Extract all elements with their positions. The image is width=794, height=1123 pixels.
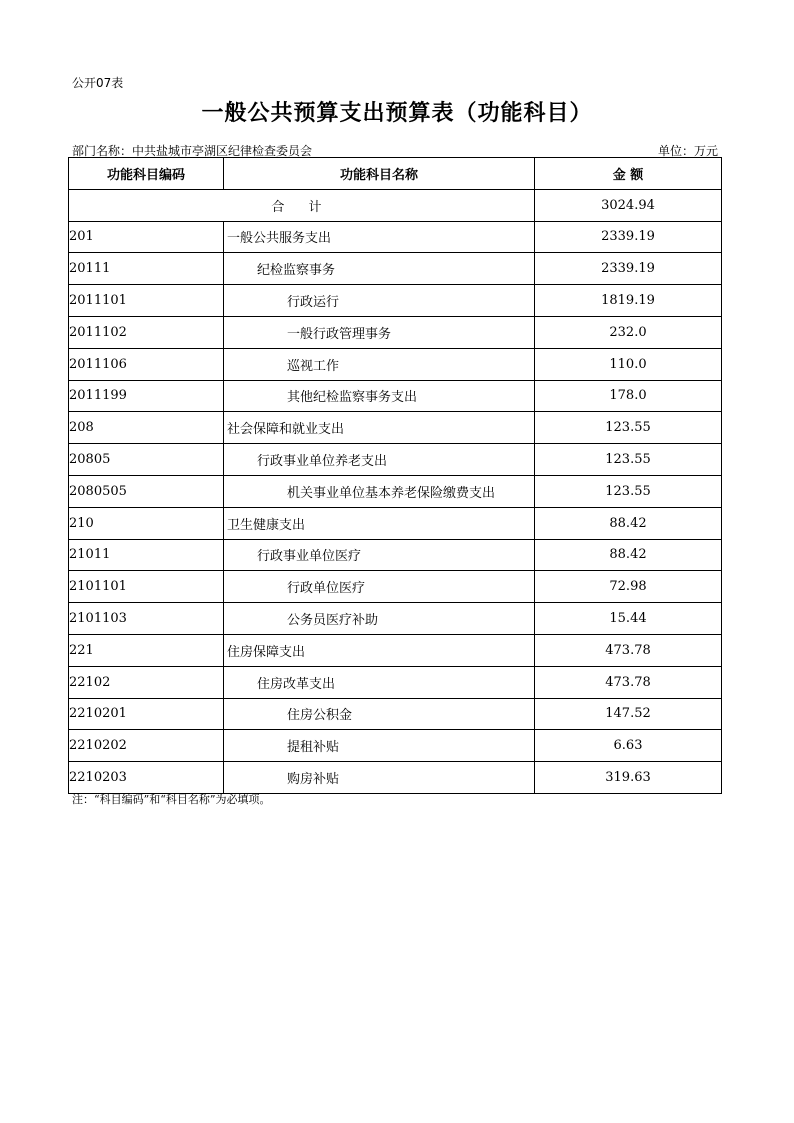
subject-amount: 319.63	[535, 762, 722, 794]
subject-code: 2011106	[69, 348, 224, 380]
subject-name: 一般公共服务支出	[224, 221, 535, 253]
subject-code: 2101101	[69, 571, 224, 603]
subject-amount: 6.63	[535, 730, 722, 762]
header-code: 功能科目编码	[69, 158, 224, 190]
subject-amount: 15.44	[535, 603, 722, 635]
table-row	[69, 412, 722, 444]
subject-code: 22102	[69, 666, 224, 698]
subject-name: 纪检监察事务	[224, 253, 535, 285]
subject-code: 210	[69, 507, 224, 539]
subject-code: 221	[69, 634, 224, 666]
subject-code: 21011	[69, 539, 224, 571]
table-row	[69, 285, 722, 317]
table-row	[69, 539, 722, 571]
subject-amount: 232.0	[535, 316, 722, 348]
subject-code: 2101103	[69, 603, 224, 635]
subject-name: 社会保障和就业支出	[224, 412, 535, 444]
page-title: 一般公共预算支出预算表（功能科目）	[201, 101, 593, 126]
total-row	[69, 189, 722, 221]
department-label: 部门名称：中共盐城市亭湖区纪律检查委员会	[72, 144, 313, 158]
table-row	[69, 348, 722, 380]
subject-code: 2080505	[69, 475, 224, 507]
header-name: 功能科目名称	[224, 158, 535, 190]
table-row	[69, 380, 722, 412]
subject-code: 2210202	[69, 730, 224, 762]
subject-amount: 473.78	[535, 666, 722, 698]
budget-table	[68, 157, 722, 794]
total-amount: 3024.94	[535, 189, 722, 221]
subject-code: 2011101	[69, 285, 224, 317]
form-number: 公开07表	[72, 76, 124, 90]
table-row	[69, 221, 722, 253]
subject-amount: 72.98	[535, 571, 722, 603]
footnote: 注：“科目编码”和“科目名称”为必填项。	[72, 793, 271, 806]
subject-amount: 2339.19	[535, 221, 722, 253]
subject-amount: 123.55	[535, 444, 722, 476]
subject-name: 行政事业单位养老支出	[224, 444, 535, 476]
subject-code: 2210201	[69, 698, 224, 730]
subject-code: 20805	[69, 444, 224, 476]
subject-amount: 1819.19	[535, 285, 722, 317]
subject-code: 208	[69, 412, 224, 444]
subject-name: 行政事业单位医疗	[224, 539, 535, 571]
subject-amount: 2339.19	[535, 253, 722, 285]
table-row	[69, 253, 722, 285]
subject-amount: 178.0	[535, 380, 722, 412]
table-row	[69, 603, 722, 635]
subject-name: 提租补贴	[224, 730, 535, 762]
table-row	[69, 571, 722, 603]
table-row	[69, 507, 722, 539]
subject-name: 机关事业单位基本养老保险缴费支出	[224, 475, 535, 507]
table-row	[69, 316, 722, 348]
table-row	[69, 730, 722, 762]
subject-name: 公务员医疗补助	[224, 603, 535, 635]
subject-amount: 123.55	[535, 475, 722, 507]
subject-amount: 473.78	[535, 634, 722, 666]
subject-amount: 88.42	[535, 507, 722, 539]
unit-label: 单位：万元	[657, 144, 718, 158]
subject-name: 住房保障支出	[224, 634, 535, 666]
subject-name: 住房改革支出	[224, 666, 535, 698]
subject-name: 购房补贴	[224, 762, 535, 794]
header-amount: 金 额	[535, 158, 722, 190]
table-row	[69, 762, 722, 794]
subject-name: 巡视工作	[224, 348, 535, 380]
total-label: 合 计	[69, 189, 535, 221]
subject-amount: 123.55	[535, 412, 722, 444]
subject-name: 住房公积金	[224, 698, 535, 730]
subject-amount: 110.0	[535, 348, 722, 380]
subject-name: 行政运行	[224, 285, 535, 317]
subject-amount: 88.42	[535, 539, 722, 571]
subject-code: 2011102	[69, 316, 224, 348]
subject-code: 20111	[69, 253, 224, 285]
table-row	[69, 475, 722, 507]
table-row	[69, 698, 722, 730]
table-row	[69, 666, 722, 698]
subject-name: 其他纪检监察事务支出	[224, 380, 535, 412]
subject-name: 行政单位医疗	[224, 571, 535, 603]
table-row	[69, 444, 722, 476]
subject-name: 卫生健康支出	[224, 507, 535, 539]
subject-amount: 147.52	[535, 698, 722, 730]
table-row	[69, 634, 722, 666]
header-row	[69, 158, 722, 190]
subject-name: 一般行政管理事务	[224, 316, 535, 348]
subject-code: 2011199	[69, 380, 224, 412]
subject-code: 201	[69, 221, 224, 253]
subject-code: 2210203	[69, 762, 224, 794]
